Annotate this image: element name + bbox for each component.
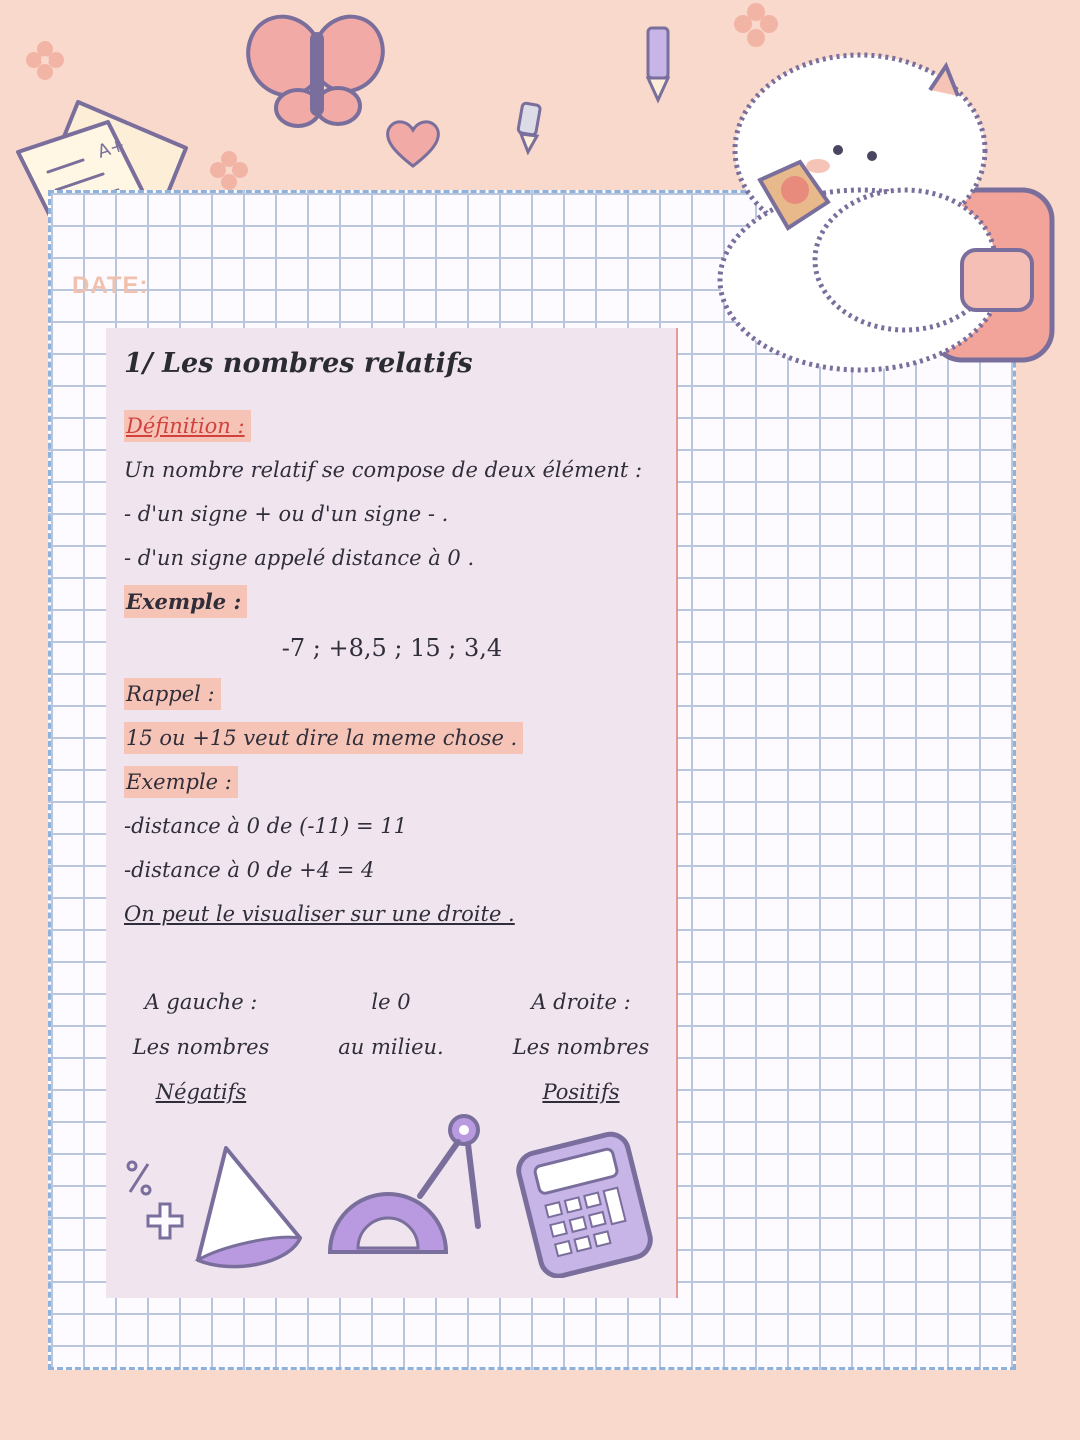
column-middle-heading: le 0 [371,990,411,1014]
definition-bullet-1: - d'un signe + ou d'un signe - . [124,502,449,526]
column-middle [306,980,476,1115]
column-middle-line: au milieu. [338,1035,444,1059]
flower-icon [204,148,254,194]
definition-label: Définition : [124,410,251,442]
definition-text: Un nombre relatif se compose de deux élément : [124,458,643,482]
plus-icon [144,1200,186,1242]
column-right-term: Positifs [542,1080,620,1104]
column-left-heading: A gauche : [144,990,258,1014]
compass-icon [406,1108,496,1238]
rappel-text: 15 ou +15 veut dire la meme chose . [124,722,523,754]
example-label-2: Exemple : [124,766,238,798]
math-illustrations [106,1128,676,1298]
svg-text:A+: A+ [95,134,128,163]
column-left-line: Les nombres [132,1035,270,1059]
pencil-icon [512,100,546,155]
cone-icon [192,1142,304,1278]
butterfly-icon [240,4,392,142]
column-right-line: Les nombres [512,1035,650,1059]
percent-icon [124,1158,154,1198]
flower-icon [20,36,70,86]
note-card [106,328,678,1298]
column-left-term: Négatifs [155,1080,247,1104]
number-line-columns [106,980,676,1115]
example-values: -7 ; +8,5 ; 15 ; 3,4 [281,634,503,662]
calculator-icon [510,1128,660,1278]
bear-icon [700,40,1070,385]
example-label-1: Exemple : [124,585,247,618]
date-label: DATE: [72,272,149,299]
distance-line-1: -distance à 0 de (-11) = 11 [124,814,408,838]
column-left [116,980,286,1115]
heart-icon [382,116,444,171]
page-title: 1/ Les nombres relatifs [124,348,473,379]
column-right-heading: A droite : [531,990,631,1014]
column-right [496,980,666,1115]
pencil-icon [640,20,676,104]
visualise-text: On peut le visualiser sur une droite . [124,902,515,926]
definition-bullet-2: - d'un signe appelé distance à 0 . [124,546,475,570]
rappel-label: Rappel : [124,678,221,710]
distance-line-2: -distance à 0 de +4 = 4 [124,858,375,882]
